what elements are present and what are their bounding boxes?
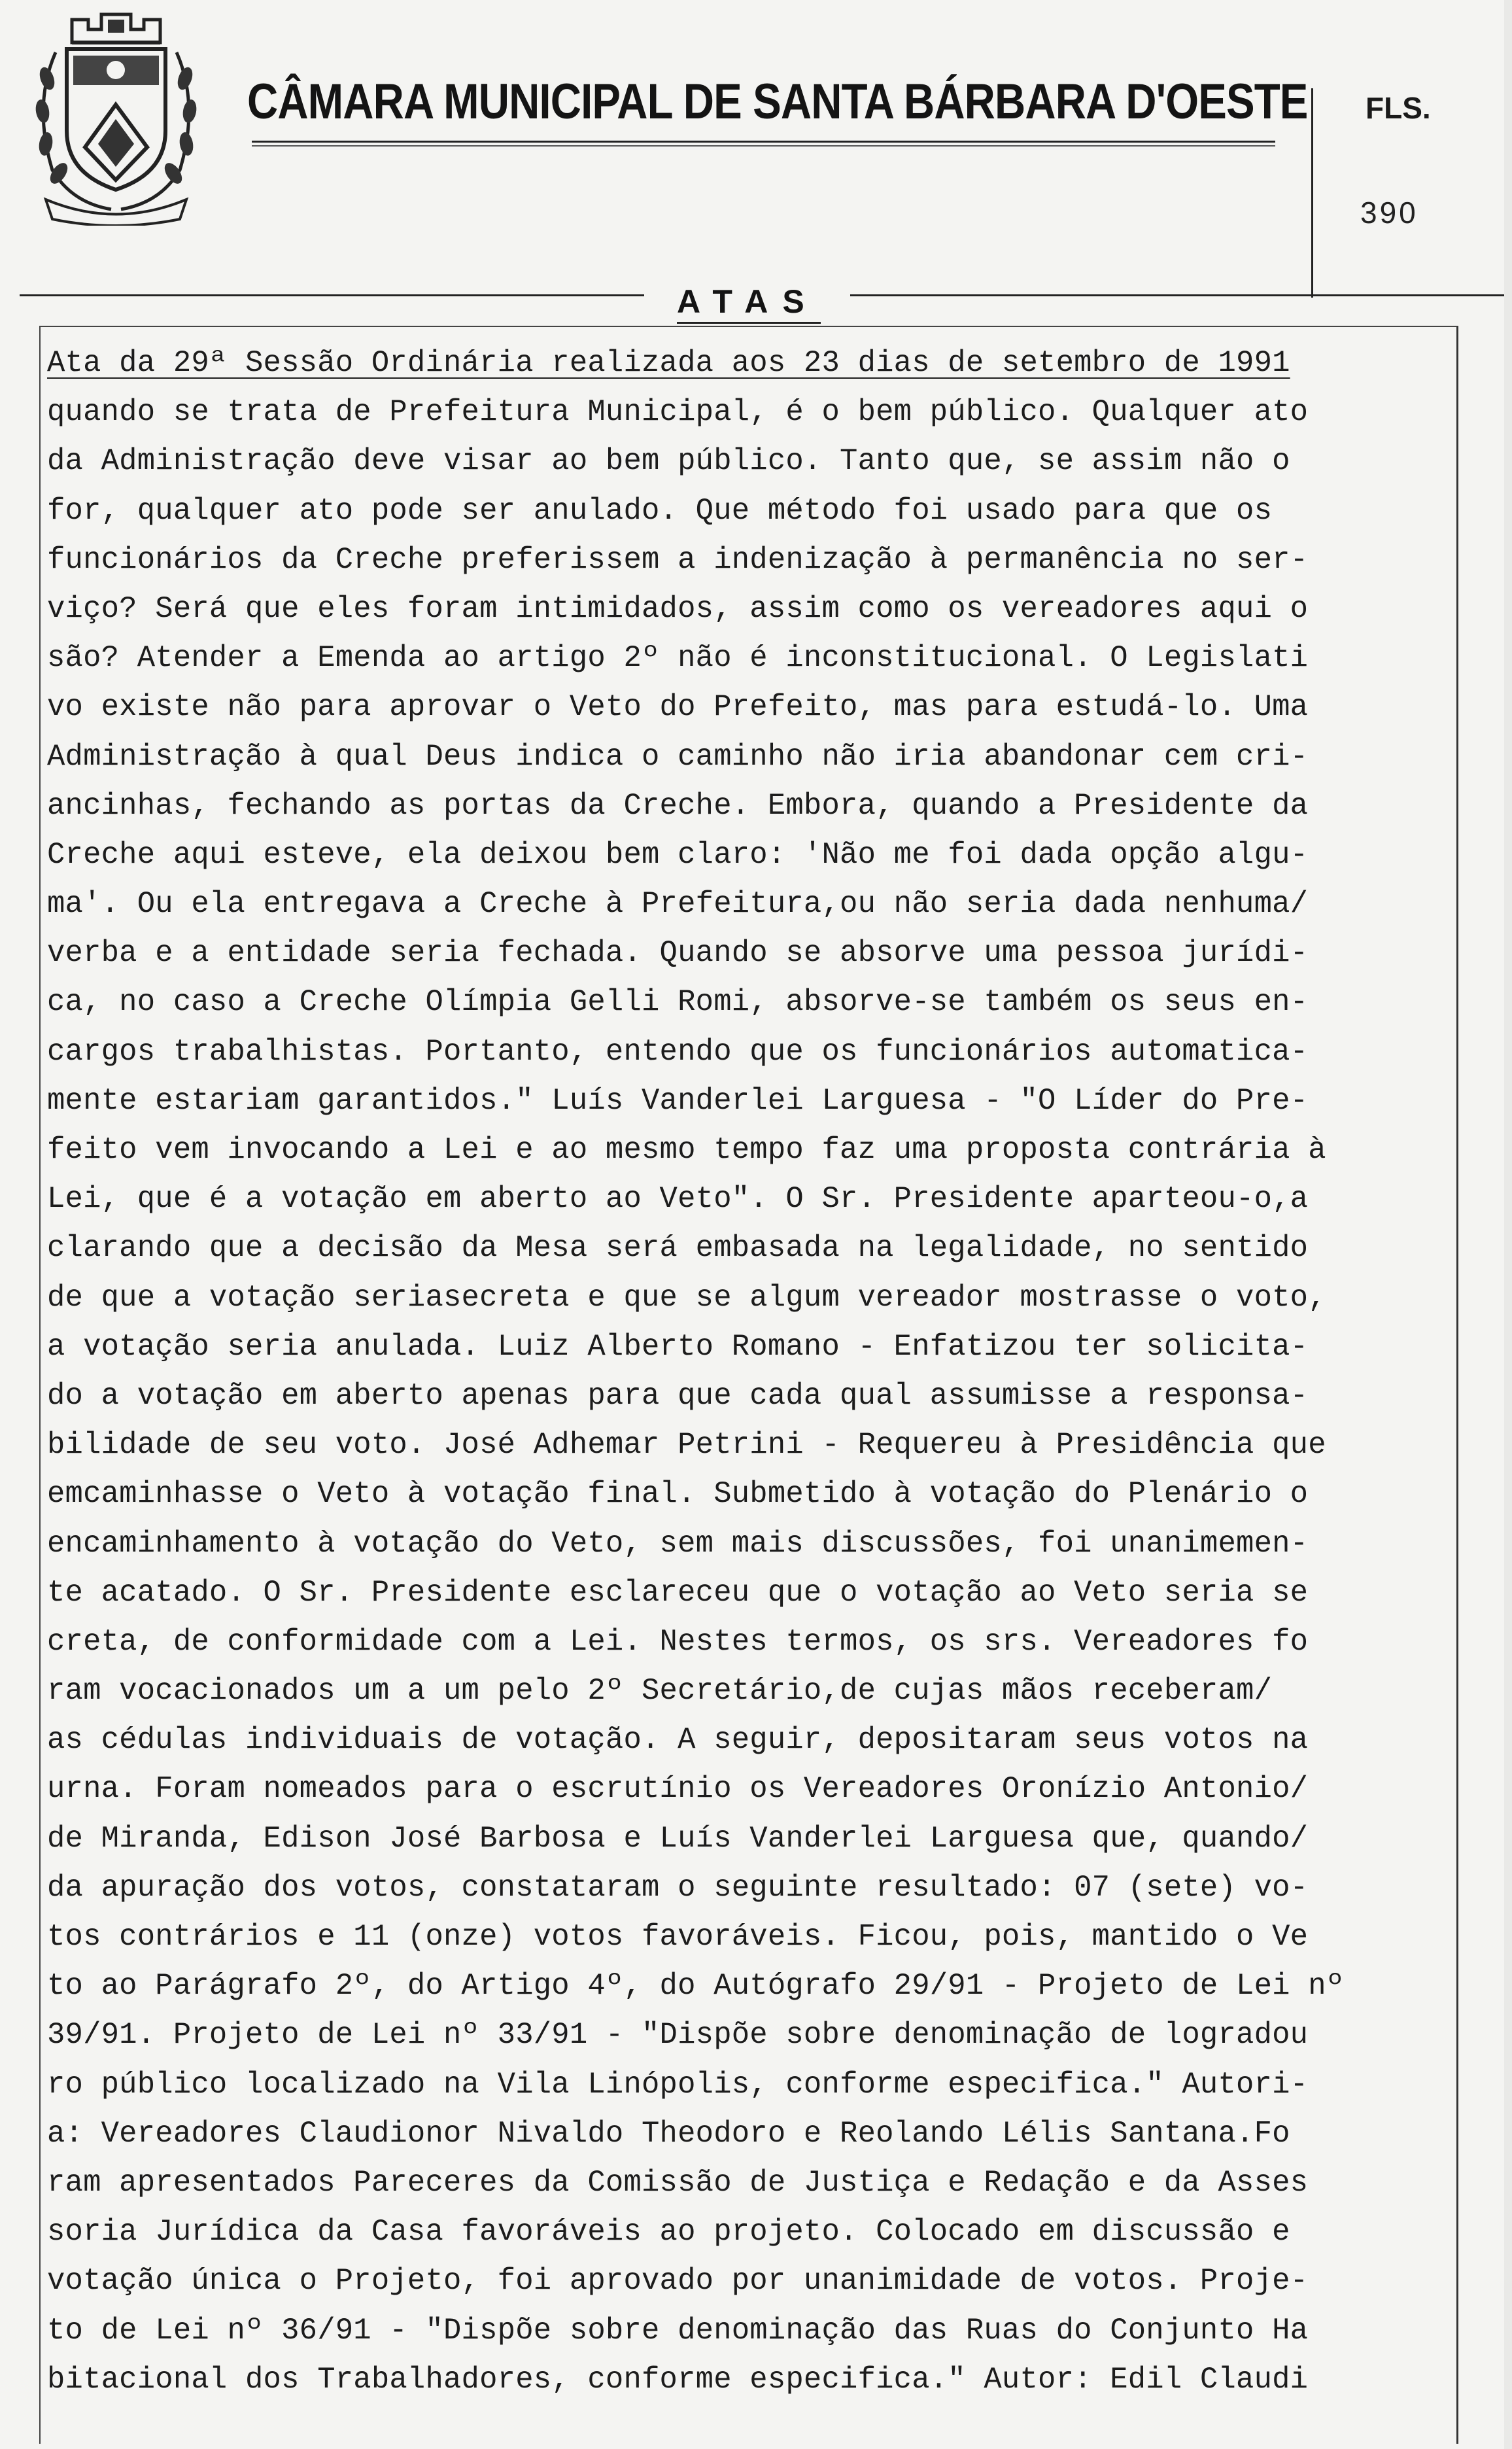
minutes-text-line: encaminhamento à votação do Veto, sem mais discussões, foi unanimemen- xyxy=(47,1526,1309,1561)
minutes-text-line: to de Lei nº 36/91 - "Dispõe sobre denominação das Ruas do Conjunto Ha xyxy=(47,2313,1309,2348)
section-title: ATAS xyxy=(677,283,819,320)
minutes-text-line: funcionários da Creche preferissem a indenização à permanência no ser- xyxy=(47,542,1309,577)
minutes-text-line: bitacional dos Trabalhadores, conforme especifica." Autor: Edil Claudi xyxy=(47,2362,1309,2397)
minutes-text-line: votação única o Projeto, foi aprovado por unanimidade de votos. Proje- xyxy=(47,2264,1309,2299)
minutes-text-line: 39/91. Projeto de Lei nº 33/91 - "Dispõe sobre denominação de logradou xyxy=(47,2018,1309,2053)
minutes-text-line: viço? Será que eles foram intimidados, assim como os vereadores aqui o xyxy=(47,591,1309,626)
minutes-text-line: ro público localizado na Vila Linópolis, conforme especifica." Autori- xyxy=(47,2067,1309,2102)
minutes-text-line: do a votação em aberto apenas para que cada qual assumisse a responsa- xyxy=(47,1378,1309,1413)
minutes-text-line: mente estariam garantidos." Luís Vanderlei Larguesa - "O Líder do Pre- xyxy=(47,1083,1309,1118)
minutes-text-line: cargos trabalhistas. Portanto, entendo que os funcionários automatica- xyxy=(47,1034,1309,1069)
minutes-text-line: for, qualquer ato pode ser anulado. Que método foi usado para que os xyxy=(47,493,1273,528)
minutes-text-line: verba e a entidade seria fechada. Quando se absorve uma pessoa jurídi- xyxy=(47,936,1309,971)
minutes-body xyxy=(47,339,1453,2405)
folio-label: FLS. xyxy=(1366,91,1431,125)
minutes-text-line: Creche aqui esteve, ela deixou bem claro: 'Não me foi dada opção algu- xyxy=(47,837,1309,872)
minutes-text-line: emcaminhasse o Veto à votação final. Submetido à votação do Plenário o xyxy=(47,1477,1309,1512)
minutes-text-line: são? Atender a Emenda ao artigo 2º não é inconstitucional. O Legislati xyxy=(47,641,1309,676)
folio-divider xyxy=(1311,88,1313,298)
section-rule xyxy=(20,294,644,296)
minutes-text-line: bilidade de seu voto. José Adhemar Petrini - Requereu à Presidência que xyxy=(47,1428,1326,1463)
minutes-text-line: te acatado. O Sr. Presidente esclareceu que o votação ao Veto seria se xyxy=(47,1575,1309,1610)
municipal-coat-of-arms-icon xyxy=(26,7,206,226)
minutes-text-line: da apuração dos votos, constataram o seguinte resultado: 07 (sete) vo- xyxy=(47,1870,1309,1905)
minutes-text-line: ma'. Ou ela entregava a Creche à Prefeitura,ou não seria dada nenhuma/ xyxy=(47,887,1309,922)
minutes-text-line: quando se trata de Prefeitura Municipal, é o bem público. Qualquer ato xyxy=(47,395,1309,430)
minutes-text-line: ca, no caso a Creche Olímpia Gelli Romi, absorve-se também os seus en- xyxy=(47,985,1309,1020)
minutes-text-line: a: Vereadores Claudionor Nivaldo Theodoro e Reolando Lélis Santana.Fo xyxy=(47,2116,1290,2151)
minutes-text-line: vo existe não para aprovar o Veto do Prefeito, mas para estudá-lo. Uma xyxy=(47,690,1309,725)
chamber-name-heading: CÂMARA MUNICIPAL DE SANTA BÁRBARA D'OESTE xyxy=(247,74,1308,130)
minutes-text-line: soria Jurídica da Casa favoráveis ao projeto. Colocado em discussão e xyxy=(47,2215,1290,2249)
header-rule xyxy=(252,145,1275,147)
folio-number: 390 xyxy=(1360,196,1418,230)
minutes-text-line: ram apresentados Pareceres da Comissão de Justiça e Redação e da Asses xyxy=(47,2165,1309,2200)
minutes-text-line: to ao Parágrafo 2º, do Artigo 4º, do Autógrafo 29/91 - Projeto de Lei nº xyxy=(47,1969,1345,2004)
minutes-text-line: urna. Foram nomeados para o escrutínio os Vereadores Oronízio Antonio/ xyxy=(47,1772,1309,1807)
minutes-text-line: as cédulas individuais de votação. A seguir, depositaram seus votos na xyxy=(47,1723,1309,1758)
minutes-text-line: a votação seria anulada. Luiz Alberto Romano - Enfatizou ter solicita- xyxy=(47,1329,1309,1364)
minutes-heading-line: Ata da 29ª Sessão Ordinária realizada aos 23 dias de setembro de 1991 xyxy=(47,346,1290,380)
section-title-underline xyxy=(677,322,821,324)
minutes-text-line: tos contrários e 11 (onze) votos favoráveis. Ficou, pois, mantido o Ve xyxy=(47,1920,1309,1954)
minutes-text-line: ram vocacionados um a um pelo 2º Secretário,de cujas mãos receberam/ xyxy=(47,1674,1273,1709)
minutes-text-line: da Administração deve visar ao bem público. Tanto que, se assim não o xyxy=(47,444,1290,479)
minutes-text-line: Lei, que é a votação em aberto ao Veto". O Sr. Presidente aparteou-o,a xyxy=(47,1182,1309,1217)
minutes-text-line: feito vem invocando a Lei e ao mesmo tempo faz uma proposta contrária à xyxy=(47,1133,1326,1167)
minutes-text-line: de que a votação seriasecreta e que se algum vereador mostrasse o voto, xyxy=(47,1280,1326,1315)
minutes-text-line: Administração à qual Deus indica o caminho não iria abandonar cem cri- xyxy=(47,739,1309,774)
minutes-text-line: de Miranda, Edison José Barbosa e Luís Vanderlei Larguesa que, quando/ xyxy=(47,1821,1309,1856)
header-rule xyxy=(252,141,1275,143)
minutes-text-line: clarando que a decisão da Mesa será embasada na legalidade, no sentido xyxy=(47,1231,1309,1266)
section-rule xyxy=(850,294,1504,296)
minutes-text-line: ancinhas, fechando as portas da Creche. Embora, quando a Presidente da xyxy=(47,788,1309,823)
minutes-text-line: creta, de conformidade com a Lei. Nestes termos, os srs. Vereadores fo xyxy=(47,1624,1309,1659)
